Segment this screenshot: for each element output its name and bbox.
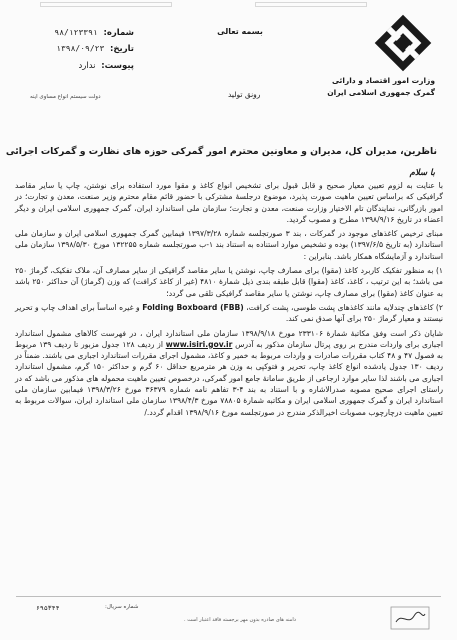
letter-date <box>14 44 134 54</box>
org-customs: گمرک جمهوری اسلامی ایران <box>327 88 435 97</box>
body-paragraph: مبنای ترخیص کاغذهای موجود در گمرکات ، بند ۳ صورتجلسه شماره ۱۳۹۷/۳/۲۸ فیمابین گمرک جمهوری اسلامی ایران و سازمان ملی استاندارد (به تاریخ ۱۳۹۷/۶/۵) بوده و تشخیص موارد استناده به استناد بند ۱-ب صورتجلسه شماره ۱۳۲۲۵۵ مورخ ۱۳۹۸/۵/۳۰ سازمان ملی استاندارد و آزمایشگاه همکار باشد. بنابراین : <box>15 229 444 261</box>
attachment-value: ندارد <box>78 61 96 71</box>
body-paragraph <box>15 328 443 418</box>
attachment-label: پیوست: <box>101 61 134 71</box>
letter-body <box>15 180 443 418</box>
org-ministry: وزارت امور اقتصاد و دارائی <box>331 76 435 85</box>
item2-text: ۲) کاغذهای چندلایه مانند کاغذهای پشت طوسی، پشت کرافت، <box>246 302 443 312</box>
item2-latin: Folding Boxboard (FBB) <box>142 302 244 312</box>
scan-edge-mark <box>255 2 367 7</box>
footer-serial: شماره سریال: <box>105 604 139 610</box>
slogan-text: دولت سیستم انواع مساوی اینه <box>30 94 101 100</box>
letter-attachment <box>14 61 134 71</box>
list-item: ۱) به منظور تفکیک کاربرد کاغذ (مقوا) برای مصارف چاپ، نوشتن یا سایر مقاصد گرافیکی از سایر مصارف آن، ملاک تفکیک، گرماژ ۲۵۰ می باشد؛ به این ترتیب ، کاغذ، کاغذ (مقوا) قابل طبقه بندی ذیل شمارهٔ ۴۸۱۰ (غیر از کاغذ کرافت) که وزن (گرماژ) آن حداکثر ۲۵۰ باشد به عنوان کاغذ (مقوا) برای مصارف چاپ، نوشتن یا سایر مقاصد گرافیکی تلقی می گردد؛ <box>15 266 443 298</box>
greeting: با سلام <box>409 168 435 178</box>
footer-doc-id: ۶۹۵۳۴۴ <box>36 604 60 612</box>
p3-text: شایان ذکر است وفق مکاتبهٔ شمارهٔ ۲۳۳۱۰۶ مورخ ۱۳۹۸/۹/۱۸ سازمان ملی استاندارد ایران ، در فهرست کالاهای مشمول استاندارد اجباری برای واردات مندرج بر روی پرتال سازمان مذکور به آدرس <box>15 328 443 349</box>
scan-edge-mark <box>40 2 172 7</box>
number-value: ۹۸/۱۲۳۳۹۱ <box>54 28 98 37</box>
body-paragraph: با عنایت به لزوم تعیین معیار صحیح و قابل قبول برای تشخیص انواع کاغذ و مقوا مورد استفاده برای نوشتن، چاپ یا سایر مقاصد گرافیکی که براساس تعیین ماهیت صورت پذیرد، موضوع درجلسهٔ مشترکی با حضور قائم مقام محترم وزیر صنعت، معدن و تجارت؛ در امور بازرگانی، نمایندگان تام الاختیار وزارت صنعت، معدن و تجارت؛ سازمان ملی استاندارد ایران، گمرک جمهوری اسلامی ایران و دیگر اعضاء در تاریخ ۱۳۹۸/۹/۱۶ مطرح و مصوب گردید. <box>15 181 443 224</box>
p3-text: از ردیف ۱۲۸ جدول مزبور تا ردیف ۱۳۹ مربوط به فصول ۴۷ و ۴۸ کتاب مقررات صادرات و واردات مربوط به خمیر و کاغذ، مشمول اجرای مقررات استاندارد اجباری می باشند. ضمناً در ردیف ۱۳۰ جدول یادشده انواع کاغذ چاپ، تحریر و فتوکپی به وزن هر مترمربع حداقل ۶۰ گرم و حداکثر ۱۵۰ گرم، مشمول استاندارد اجباری می باشند لذا سایر موارد ارجاعی از طریق سامانهٔ جامع امور گمرکی، درخصوص تعیین ماهیت محموله های مذکور می باشد که در راستای اجرای صحیح مصوبه صدرالاشاره و با استناد به بند ۴-۳ تفاهم نامه شماره ۳۶۳۷۹ مورخ ۱۳۹۸/۳/۲۶ فیمابین سازمان ملی استاندارد ایران و گمرک جمهوری اسلامی ایران و مکاتبه شمارهٔ ۷۸۸۰۵ مورخ ۱۳۹۸/۴/۳ سازمان ملی استاندارد ایران، سوالات مربوط به تعیین ماهیت درچارچوب مصوبات اخیرالذکر مندرج در صورتجلسه مورخ ۱۳۹۸/۹/۱۶ اقدام گردد./ <box>15 339 444 417</box>
portal-link[interactable]: www.isiri.gov.ir <box>165 339 233 349</box>
list-item <box>15 302 443 325</box>
footer-divider <box>16 596 441 605</box>
item2-text: و غیره اساساً برای اهداف چاپ و تحریر نیستند و معیار گرماژ ۲۵۰ برای آنها صدق نمی کند. <box>15 302 443 324</box>
customs-logo-icon <box>372 12 434 74</box>
letter-number <box>14 28 134 38</box>
addressee: ناظرین، مدیران کل، مدیران و معاونین محترم امور گمرکی حوزه های نظارت و گمرکات اجرائی <box>5 146 437 157</box>
number-label: شماره: <box>103 28 134 38</box>
signature-mark <box>390 606 430 630</box>
date-value: ۱۳۹۸/۰۹/۲۳ <box>56 44 105 53</box>
cc-line: رونق تولید <box>228 90 261 99</box>
footer-note: دامنه های صادره بدون مهر برجسته فاقد اعتبار است . <box>184 617 296 623</box>
date-label: تاریخ: <box>110 44 134 54</box>
basmala: بسمه تعالی <box>217 27 263 36</box>
